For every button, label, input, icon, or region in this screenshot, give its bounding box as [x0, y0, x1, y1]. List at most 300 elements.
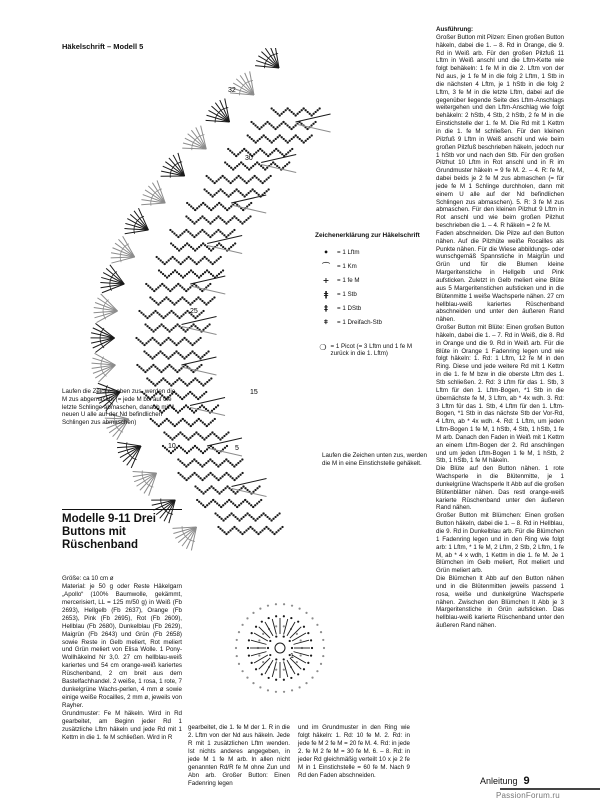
chain-stitch-mark [224, 518, 226, 520]
chain-stitch-mark [151, 357, 153, 359]
chain-stitch-mark [242, 163, 244, 165]
chain-stitch-mark [146, 377, 148, 379]
chain-stitch-mark [235, 155, 237, 157]
chain-stitch-mark [196, 207, 198, 209]
chain-stitch-mark [178, 369, 180, 371]
chain-stitch-mark [218, 242, 220, 244]
center-ring-mark [320, 663, 322, 665]
chain-stitch-mark [200, 364, 202, 366]
legend-item [315, 259, 430, 273]
chain-stitch-mark [253, 175, 255, 177]
chain-stitch-mark [163, 431, 165, 433]
center-ring-mark [323, 647, 325, 649]
chain-stitch-mark [185, 215, 187, 217]
chain-stitch-mark [291, 148, 293, 150]
chain-stitch-mark [295, 134, 297, 136]
chain-stitch-mark [222, 205, 224, 207]
center-ring-mark [307, 662, 309, 664]
chain-stitch-mark [189, 303, 191, 305]
chain-stitch-mark [307, 138, 309, 140]
chain-stitch-mark [233, 465, 235, 467]
chain-stitch-mark [223, 460, 225, 462]
legend-label: = 1 Lftm [337, 248, 360, 256]
chain-stitch-mark [146, 317, 148, 319]
chain-stitch-mark [157, 342, 159, 344]
chain-stitch-mark [227, 234, 229, 236]
chain-stitch-mark [278, 124, 280, 126]
chain-stitch-mark [255, 531, 257, 533]
chain-stitch-mark [214, 501, 216, 503]
single-crochet-icon: + [322, 275, 330, 285]
chain-stitch-mark [228, 487, 230, 489]
chain-stitch-mark [203, 464, 205, 466]
chain-stitch-mark [234, 242, 236, 244]
chart-row-number: 5 [235, 445, 239, 452]
chain-stitch-mark [169, 290, 171, 292]
chain-stitch-mark [181, 462, 183, 464]
chain-stitch-mark [180, 315, 182, 317]
chain-stitch-mark [189, 391, 191, 393]
picot-icon: ❍ [319, 343, 327, 352]
center-ring-mark [316, 624, 318, 626]
chain-stitch-mark [248, 168, 250, 170]
chain-stitch-mark [158, 313, 160, 315]
chain-stitch-mark [186, 258, 188, 260]
spoke-stitch-mark [182, 317, 217, 325]
center-ring-mark [246, 617, 248, 619]
chain-stitch-mark [225, 194, 227, 196]
center-ring-mark [303, 626, 305, 628]
center-ring-mark [241, 670, 243, 672]
chain-stitch-mark [249, 526, 251, 528]
chain-stitch-mark [265, 190, 267, 192]
chain-stitch-mark [217, 215, 219, 217]
chain-stitch-mark [154, 384, 156, 386]
chain-stitch-mark [181, 296, 183, 298]
chain-stitch-mark [227, 431, 229, 433]
chain-stitch-mark [228, 514, 230, 516]
chain-stitch-mark [152, 312, 154, 314]
chain-stitch-mark [184, 383, 186, 385]
center-ring-mark [283, 615, 285, 617]
chain-stitch-mark [241, 458, 243, 460]
chain-stitch-mark [177, 394, 179, 396]
chain-stitch-mark [222, 489, 224, 491]
chain-stitch-mark [197, 339, 199, 341]
chain-stitch-mark [199, 477, 201, 479]
chain-stitch-mark [158, 325, 160, 327]
chain-stitch-mark [185, 404, 187, 406]
chain-stitch-mark [172, 271, 174, 273]
chain-stitch-mark [195, 474, 197, 476]
chain-stitch-mark [196, 379, 198, 381]
chain-stitch-mark [240, 161, 242, 163]
chain-stitch-mark [225, 458, 227, 460]
chain-stitch-mark [215, 192, 217, 194]
triple-treble-icon: ⧧ [323, 317, 329, 326]
chain-stitch-mark [213, 462, 215, 464]
chain-stitch-mark [203, 231, 205, 233]
chain-stitch-mark [239, 177, 241, 179]
chain-stitch-mark [236, 204, 238, 206]
chain-stitch-mark [246, 501, 248, 503]
chain-stitch-mark [159, 285, 161, 287]
chain-stitch-mark [195, 298, 197, 300]
stitch-crossbar-mark [225, 108, 228, 109]
chart-row-number: 15 [250, 389, 258, 396]
chain-stitch-mark [233, 153, 235, 155]
chain-stitch-mark [265, 153, 267, 155]
chain-stitch-mark [219, 177, 221, 179]
chain-stitch-mark [244, 499, 246, 501]
chain-stitch-mark [201, 356, 203, 358]
chain-stitch-mark [193, 433, 195, 435]
chain-stitch-mark [194, 485, 196, 487]
chain-stitch-mark [191, 393, 193, 395]
chain-stitch-mark [239, 460, 241, 462]
chain-stitch-mark [147, 354, 149, 356]
legend-item [315, 245, 430, 259]
chain-stitch-mark [206, 205, 208, 207]
chain-stitch-mark [160, 271, 162, 273]
chain-stitch-mark [191, 221, 193, 223]
center-ring-mark [283, 635, 285, 637]
chain-stitch-mark [193, 222, 195, 224]
stitch-crossbar-mark [150, 486, 153, 487]
chain-stitch-mark [227, 221, 229, 223]
center-ring-mark [255, 626, 257, 628]
chain-stitch-mark [192, 271, 194, 273]
chain-stitch-mark [221, 437, 223, 439]
chain-stitch-mark [195, 460, 197, 462]
chain-stitch-mark [186, 452, 188, 454]
chain-stitch-mark [170, 273, 172, 275]
chain-stitch-mark [183, 406, 185, 408]
chain-stitch-mark [230, 246, 232, 248]
chain-stitch-mark [175, 234, 177, 236]
center-ring-mark [236, 655, 238, 657]
chain-stitch-mark [196, 263, 198, 265]
chain-stitch-mark [271, 107, 273, 109]
center-ring-mark [275, 625, 277, 627]
section-title: Modelle 9-11 Drei Buttons mit Rüschenband [62, 513, 156, 551]
chain-stitch-mark [210, 273, 212, 275]
chain-stitch-mark [205, 190, 207, 192]
chain-stitch-mark [194, 261, 196, 263]
chain-stitch-mark [145, 283, 147, 285]
chain-stitch-mark [170, 258, 172, 260]
chain-stitch-mark [237, 153, 239, 155]
chain-stitch-mark [182, 246, 184, 248]
magic-ring-mark [275, 643, 285, 653]
chain-stitch-mark [190, 425, 192, 427]
chain-stitch-mark [297, 136, 299, 138]
chain-stitch-mark [275, 531, 277, 533]
chain-stitch-mark [184, 259, 186, 261]
chain-stitch-mark [156, 327, 158, 329]
chain-stitch-mark [261, 182, 263, 184]
chain-stitch-mark [210, 485, 212, 487]
chain-stitch-mark [211, 460, 213, 462]
center-ring-mark [290, 677, 292, 679]
chain-stitch-mark [216, 204, 218, 206]
legend-label: = 1 fe M [337, 276, 360, 284]
chain-stitch-mark [187, 477, 189, 479]
chain-stitch-mark [229, 194, 231, 196]
chain-stitch-mark [251, 177, 253, 179]
chain-stitch-mark [268, 518, 270, 520]
chain-stitch-mark [190, 246, 192, 248]
chain-stitch-mark [236, 518, 238, 520]
chain-stitch-mark [246, 512, 248, 514]
chain-stitch-mark [178, 249, 180, 251]
chain-stitch-mark [197, 296, 199, 298]
center-ring-mark [283, 691, 285, 693]
chain-stitch-mark [142, 313, 144, 315]
large-button-paragraph: und im Grundmuster in den Ring wie folgt häkeln: 1. Rd: 10 fe M. 2. Rd: in jede fe M 2 fe M = 20 fe M. 4. Rd: in jede 2. fe M 2 fe M = 30 fe M. 6. – 8. Rd: in jeder Rd gleichmäßig verteilt 10 x je 2 fe M in 1 Einstichstelle = 60 fe M. Nach 9 Rd den Faden abschneiden. [298, 724, 410, 779]
chain-stitch-mark [155, 302, 157, 304]
chain-stitch-mark [172, 244, 174, 246]
chain-stitch-mark [247, 180, 249, 182]
chain-stitch-mark [276, 514, 278, 516]
chain-stitch-mark [198, 418, 200, 420]
chain-stitch-mark [222, 504, 224, 506]
stitch-crossbar-mark [143, 477, 144, 480]
chain-stitch-mark [251, 138, 253, 140]
center-ring-mark [290, 617, 292, 619]
chain-stitch-mark [183, 337, 185, 339]
chain-stitch-mark [139, 340, 141, 342]
note-stitches-joined-bottom: Laufen die Zeichen unten zus, werden die M in eine Einstichstelle gehäkelt. [322, 452, 427, 467]
chain-stitch-mark [279, 114, 281, 116]
chain-stitch-mark [164, 379, 166, 381]
chain-stitch-mark [185, 437, 187, 439]
chain-stitch-mark [188, 244, 190, 246]
chain-stitch-mark [234, 504, 236, 506]
chain-stitch-mark [216, 244, 218, 246]
center-ring-mark [300, 639, 302, 641]
chain-stitch-mark [285, 153, 287, 155]
center-ring-mark [267, 689, 269, 691]
chain-stitch-mark [261, 136, 263, 138]
chain-stitch-mark [209, 283, 211, 285]
chain-stitch-mark [241, 472, 243, 474]
center-ring-mark [236, 639, 238, 641]
chain-stitch-mark [236, 165, 238, 167]
chain-stitch-mark [234, 492, 236, 494]
chain-stitch-mark [179, 396, 181, 398]
chart-row-number: 1 [290, 653, 294, 660]
chain-stitch-mark [273, 140, 275, 142]
chain-stitch-mark [175, 285, 177, 287]
chain-stitch-mark [188, 423, 190, 425]
chain-stitch-mark [170, 310, 172, 312]
chain-stitch-mark [235, 217, 237, 219]
chain-stitch-mark [217, 437, 219, 439]
chain-stitch-mark [189, 219, 191, 221]
chain-stitch-mark [205, 286, 207, 288]
chain-stitch-mark [227, 531, 229, 533]
center-ring-mark [311, 617, 313, 619]
chain-stitch-mark [160, 323, 162, 325]
chain-stitch-mark [185, 479, 187, 481]
chain-stitch-mark [207, 221, 209, 223]
chain-stitch-mark [278, 512, 280, 514]
chain-stitch-mark [201, 465, 203, 467]
chain-stitch-mark [182, 313, 184, 315]
chain-stitch-mark [265, 526, 267, 528]
chain-stitch-mark [282, 167, 284, 169]
chain-stitch-mark [263, 134, 265, 136]
chain-stitch-mark [252, 165, 254, 167]
chain-stitch-mark [217, 526, 219, 528]
chain-stitch-mark [243, 221, 245, 223]
stitch-crossbar-mark [192, 541, 195, 542]
chain-stitch-mark [160, 379, 162, 381]
chain-stitch-mark [165, 339, 167, 341]
chain-stitch-mark [174, 258, 176, 260]
chain-stitch-mark [150, 366, 152, 368]
chain-stitch-mark [216, 514, 218, 516]
chain-stitch-mark [204, 383, 206, 385]
chain-stitch-mark [207, 435, 209, 437]
center-ring-mark [258, 639, 260, 641]
legend-label: = 1 Km [337, 262, 357, 270]
chain-stitch-mark [202, 384, 204, 386]
center-ring-mark [275, 615, 277, 617]
chain-stitch-mark [144, 371, 146, 373]
chain-stitch-mark [210, 377, 212, 379]
chain-stitch-mark [149, 356, 151, 358]
chain-stitch-mark [201, 290, 203, 292]
chain-stitch-mark [256, 502, 258, 504]
chain-stitch-mark [198, 313, 200, 315]
center-ring-mark [283, 625, 285, 627]
center-ring-mark [251, 662, 253, 664]
chain-stitch-mark [154, 366, 156, 368]
stitch-crossbar-mark [215, 116, 216, 119]
flower-button-paragraph: Großer Button mit Blüte: Einen großen Button häkeln, dabei die 1. – 7. Rd in Weiß, die 8. Rd in Orange und die 9. Rd in Weiß arb. Für die Blüte in Orange 1 Fadenring legen und wie folgt häkeln: 1. Rd: 1 Lftm, 12 fe M in den Ring. Diese und jede weitere Rd mit 1 Kettm in die 1. fe M bzw in die oberste Lftm des 1. Stb schließen. 2. Rd: 3 Lftm für das 1. Stb, 3 Lftm für den 1. Lftm-Bogen, *1 Stb in die übernächste fe M, 3 Lftm, ab * 4x wdh. 3. Rd: 3 Lftm für das 1. Stb, 4 Lftm für den 1. Lftm-Bogen, *1 Stb in das nächste Stb der Vor-Rd, 4 Lftm, ab * 4x wdh. 4. Rd: 1 Lftm, um jeden Lftm-Bogen 1 fe M, 1 hStb, 4 Stb, 1 hStb, 1 fe M arb. Danach den Faden in Weiß mit 1 Kettm an einem Lftm-Bogen der 2. Rd anschlingen und um jeden Lftm-Bogen 1 fe M, 1 hStb, 2 Stb, 1 hStb, 1 fe M häkeln. [436, 324, 564, 465]
chain-stitch-mark [223, 177, 225, 179]
chain-stitch-mark [256, 518, 258, 520]
chain-stitch-mark [207, 285, 209, 287]
chain-stitch-mark [208, 259, 210, 261]
chain-stitch-mark [199, 396, 201, 398]
chain-stitch-mark [311, 134, 313, 136]
chain-stitch-mark [293, 113, 295, 115]
chain-stitch-mark [267, 528, 269, 530]
stitch-crossbar-mark [159, 189, 162, 190]
chain-stitch-mark [233, 215, 235, 217]
chain-stitch-mark [212, 275, 214, 277]
chain-stitch-mark [305, 109, 307, 111]
chain-stitch-mark [223, 531, 225, 533]
chain-stitch-mark [185, 300, 187, 302]
chain-stitch-mark [291, 138, 293, 140]
center-ring-mark [268, 617, 270, 619]
chain-stitch-mark [242, 485, 244, 487]
chain-stitch-mark [281, 153, 283, 155]
stitch-mark [117, 442, 141, 446]
chain-stitch-mark [206, 269, 208, 271]
symbol-legend [315, 232, 430, 365]
chain-stitch-mark [164, 275, 166, 277]
center-ring-mark [252, 612, 254, 614]
chain-stitch-mark [253, 529, 255, 531]
chain-stitch-mark [270, 124, 272, 126]
chain-stitch-mark [301, 109, 303, 111]
page-footer [480, 775, 530, 787]
chain-stitch-mark [211, 221, 213, 223]
chain-stitch-mark [276, 126, 278, 128]
center-ring-mark [258, 654, 260, 656]
chain-stitch-mark [161, 300, 163, 302]
center-ring-mark [275, 691, 277, 693]
stitch-crossbar-mark [110, 279, 111, 282]
chain-stitch-mark [203, 302, 205, 304]
chain-stitch-mark [253, 153, 255, 155]
chain-stitch-mark [210, 261, 212, 263]
chain-stitch-mark [198, 366, 200, 368]
chain-stitch-mark [187, 393, 189, 395]
chain-stitch-mark [224, 161, 226, 163]
chain-stitch-mark [212, 487, 214, 489]
chain-stitch-mark [179, 354, 181, 356]
chain-stitch-mark [166, 381, 168, 383]
chain-stitch-mark [232, 514, 234, 516]
chain-stitch-mark [231, 180, 233, 182]
chain-stitch-mark [168, 330, 170, 332]
chain-stitch-mark [151, 337, 153, 339]
chain-stitch-mark [259, 180, 261, 182]
chain-stitch-mark [242, 501, 244, 503]
chain-stitch-mark [213, 433, 215, 435]
chain-stitch-mark [224, 447, 226, 449]
chain-stitch-mark [255, 192, 257, 194]
chain-stitch-mark [168, 364, 170, 366]
chain-stitch-mark [189, 462, 191, 464]
chain-stitch-mark [205, 352, 207, 354]
chain-stitch-mark [242, 209, 244, 211]
center-ring-mark [316, 670, 318, 672]
chain-stitch-mark [162, 261, 164, 263]
chain-stitch-mark [264, 123, 266, 125]
chain-stitch-mark [189, 475, 191, 477]
chain-stitch-mark [229, 182, 231, 184]
chain-stitch-mark [195, 431, 197, 433]
chain-stitch-mark [182, 381, 184, 383]
chain-stitch-mark [271, 531, 273, 533]
chain-stitch-mark [221, 529, 223, 531]
chain-stitch-mark [257, 150, 259, 152]
chain-stitch-mark [272, 126, 274, 128]
chain-stitch-mark [194, 421, 196, 423]
chain-stitch-mark [306, 128, 308, 130]
slip-stitch-icon: ⌒ [322, 261, 330, 271]
chain-stitch-mark [211, 234, 213, 236]
chain-stitch-mark [252, 506, 254, 508]
spoke-stitch-mark [231, 205, 266, 213]
chain-stitch-mark [187, 302, 189, 304]
chain-stitch-mark [233, 526, 235, 528]
chain-stitch-mark [212, 499, 214, 501]
chain-stitch-mark [166, 329, 168, 331]
chain-stitch-mark [180, 420, 182, 422]
legend-label: = 1 Stb [337, 290, 357, 298]
center-ring-mark [259, 686, 261, 688]
chain-stitch-mark [207, 192, 209, 194]
chain-stitch-mark [241, 150, 243, 152]
